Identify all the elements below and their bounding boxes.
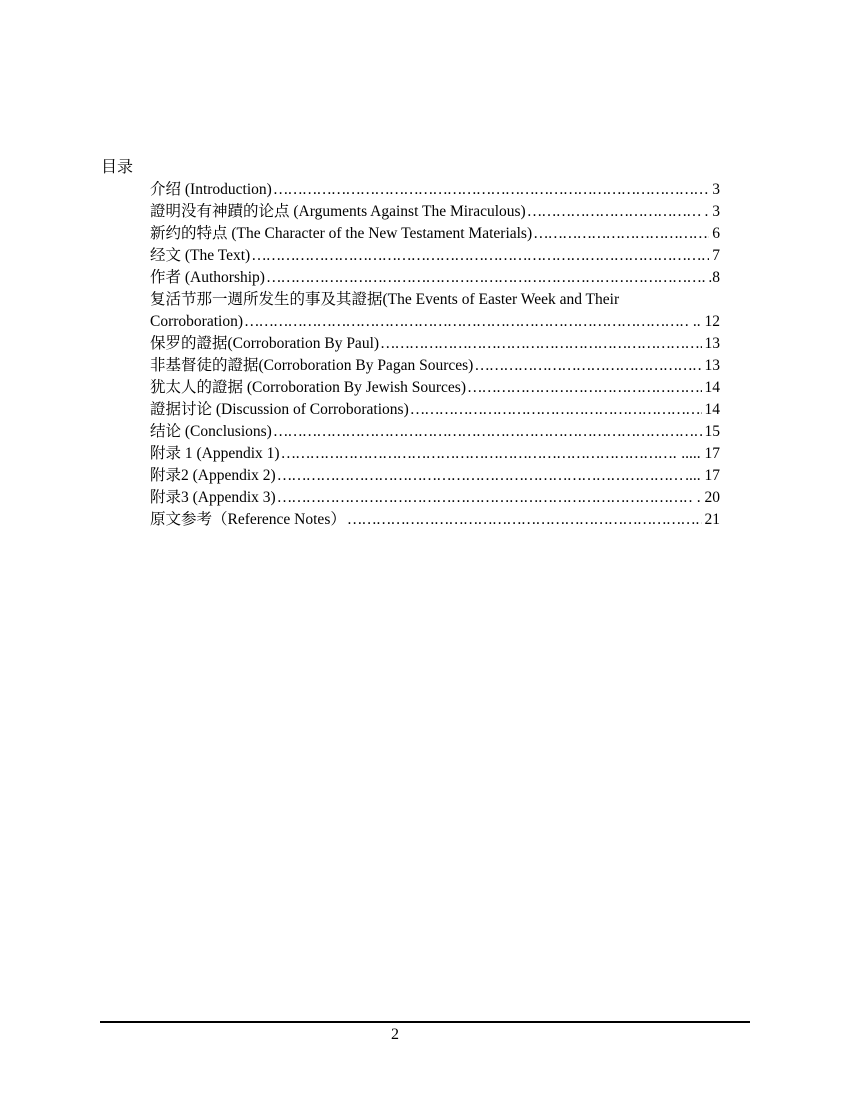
- toc-entry-label: 犹太人的證据 (Corroboration By Jewish Sources): [150, 379, 466, 396]
- toc-entry-label: 介绍 (Introduction): [150, 181, 272, 198]
- toc-entry-arguments-against-miraculous[interactable]: [150, 201, 720, 223]
- toc-entry-label-line1: 复活节那一週所发生的事及其證据(The Events of Easter Week and Their: [150, 291, 620, 308]
- dot-leader: [474, 355, 701, 377]
- toc-entry-page: 3: [712, 181, 720, 198]
- footer-divider: [100, 1021, 750, 1023]
- toc-entry-corroboration-by-jewish-sources[interactable]: [150, 377, 720, 399]
- toc-entry-appendix-1[interactable]: [150, 443, 720, 465]
- table-of-contents: [150, 179, 720, 531]
- toc-entry-label: 附录 1 (Appendix 1): [150, 445, 280, 462]
- toc-entry-label: 结论 (Conclusions): [150, 423, 272, 440]
- toc-entry-easter-week[interactable]: [150, 289, 720, 333]
- toc-entry-label: 作者 (Authorship): [150, 269, 265, 286]
- toc-entry-page: . 3: [704, 203, 720, 220]
- dot-leader: [281, 443, 679, 465]
- toc-entry-label: 保罗的證据(Corroboration By Paul): [150, 335, 380, 352]
- dot-leader: [244, 311, 690, 333]
- toc-entry-label: 附录3 (Appendix 3): [150, 489, 276, 506]
- dot-leader: [467, 377, 702, 399]
- toc-entry-character-of-nt[interactable]: [150, 223, 720, 245]
- toc-entry-label: 新约的特点 (The Character of the New Testament Materials): [150, 225, 533, 242]
- toc-entry-corroboration-by-paul[interactable]: [150, 333, 720, 355]
- toc-entry-label: 證明没有神蹟的论点 (Arguments Against The Miraculous): [150, 203, 526, 220]
- toc-entry-authorship[interactable]: [150, 267, 720, 289]
- toc-entry-label: 證据讨论 (Discussion of Corroborations): [150, 401, 409, 418]
- toc-entry-appendix-3[interactable]: [150, 487, 720, 509]
- toc-entry-discussion-of-corroborations[interactable]: [150, 399, 720, 421]
- toc-entry-label: 经文 (The Text): [150, 247, 251, 264]
- page-number: 2: [391, 1026, 399, 1043]
- toc-entry-label: 原文参考（Reference Notes）: [150, 511, 346, 528]
- dot-leader: [533, 223, 709, 245]
- toc-entry-page: 13: [704, 335, 720, 352]
- dot-leader: [251, 245, 709, 267]
- toc-entry-label: 非基督徒的證据(Corroboration By Pagan Sources): [150, 357, 474, 374]
- toc-entry-page: . 20: [696, 489, 720, 506]
- toc-entry-page: ..... 17: [681, 445, 720, 462]
- toc-entry-page: .8: [708, 269, 720, 286]
- toc-entry-the-text[interactable]: [150, 245, 720, 267]
- toc-entry-line2: [150, 311, 720, 333]
- toc-entry-page: 7: [712, 247, 720, 264]
- dot-leader: [277, 465, 682, 487]
- toc-entry-page: .... 17: [685, 467, 720, 484]
- toc-entry-appendix-2[interactable]: [150, 465, 720, 487]
- dot-leader: [380, 333, 701, 355]
- toc-entry-reference-notes[interactable]: [150, 509, 720, 531]
- toc-entry-page: 14: [704, 379, 720, 396]
- dot-leader: [266, 267, 705, 289]
- toc-entry-label: 附录2 (Appendix 2): [150, 467, 276, 484]
- toc-entry-page: 13: [704, 357, 720, 374]
- dot-leader: [273, 179, 709, 201]
- toc-entry-conclusions[interactable]: [150, 421, 720, 443]
- toc-title: 目录: [101, 159, 134, 176]
- dot-leader: [347, 509, 702, 531]
- dot-leader: [527, 201, 702, 223]
- toc-entry-page: .. 12: [692, 313, 720, 330]
- dot-leader: [410, 399, 702, 421]
- toc-entry-page: 21: [704, 511, 720, 528]
- toc-entry-page: 14: [704, 401, 720, 418]
- toc-entry-introduction[interactable]: [150, 179, 720, 201]
- dot-leader: [277, 487, 694, 509]
- toc-entry-corroboration-by-pagan-sources[interactable]: [150, 355, 720, 377]
- toc-entry-label-line2: Corroboration): [150, 313, 243, 330]
- toc-entry-page: 15: [704, 423, 720, 440]
- dot-leader: [273, 421, 702, 443]
- toc-entry-page: 6: [712, 225, 720, 242]
